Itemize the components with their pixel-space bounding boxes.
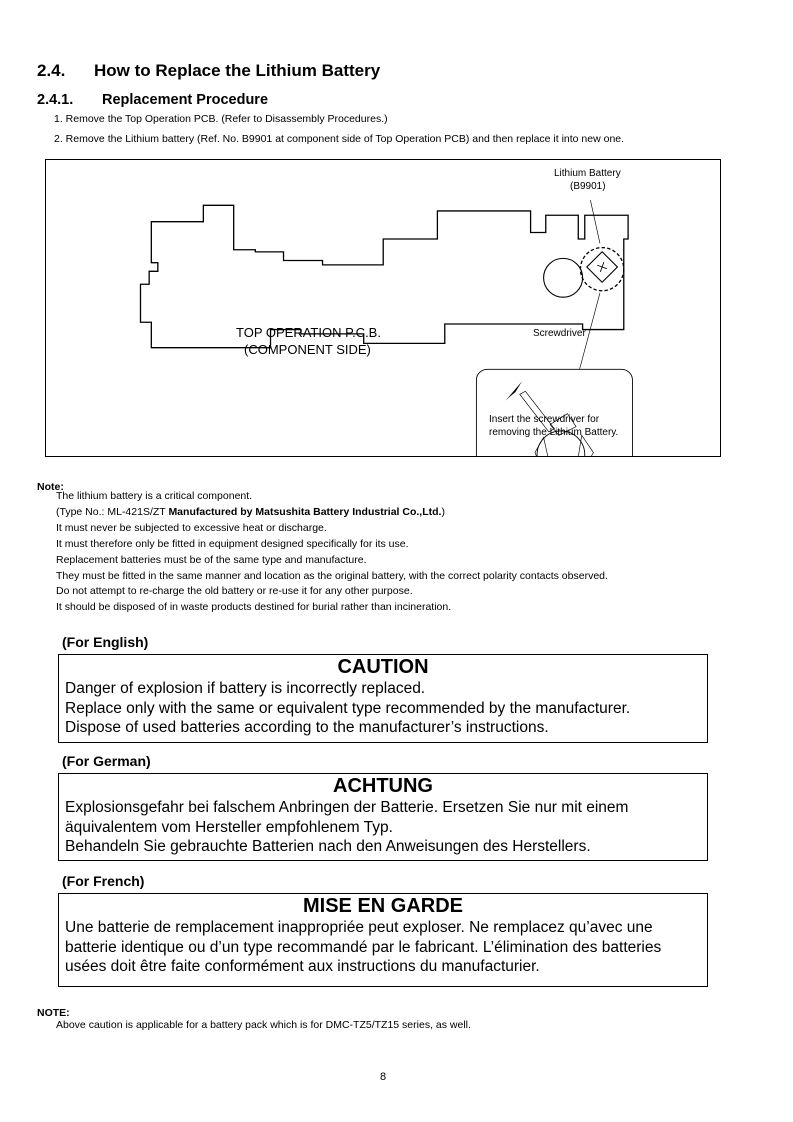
pcb-outline xyxy=(140,205,628,347)
type-number: (Type No.: ML-421S/ZT xyxy=(56,505,169,518)
caution-line: Replace only with the same or equivalent type recommended by the manufacturer. xyxy=(65,699,631,717)
caution-line: batterie identique ou d’un type recommandé par le fabricant. L’élimination des batteries xyxy=(65,938,662,956)
paren-close: ) xyxy=(441,505,445,518)
pcb-round-component xyxy=(544,258,583,297)
note-type-line xyxy=(56,505,608,521)
pcb-diagram xyxy=(45,159,721,457)
step-1: 1. Remove the Top Operation PCB. (Refer to Disassembly Procedures.) xyxy=(54,113,388,125)
subsection-number: 2.4.1. xyxy=(37,92,74,108)
note-line: It must therefore only be fitted in equipment designed specifically for its use. xyxy=(56,537,409,550)
inset-caption-line2: removing the Lithium Battery. xyxy=(489,427,619,438)
caution-line: Une batterie de remplacement inappropriée peut exploser. Ne remplacez qu’avec une xyxy=(65,919,653,936)
battery-label: Lithium Battery xyxy=(554,168,621,179)
note-line: It must never be subjected to excessive heat or discharge. xyxy=(56,521,327,534)
note-line: It should be disposed of in waste products destined for burial rather than incineration. xyxy=(56,601,452,614)
note-body xyxy=(56,489,608,616)
caution-lang-english: (For English) xyxy=(62,634,149,650)
caution-box-english xyxy=(58,654,708,743)
caution-line: Danger of explosion if battery is incorrectly replaced. xyxy=(65,680,426,697)
caution-title: CAUTION xyxy=(337,656,429,678)
caution-lang-german: (For German) xyxy=(62,753,151,769)
caution-line: äquivalentem vom Hersteller empfohlenem Typ. xyxy=(65,818,393,836)
note-line: Replacement batteries must be of the same type and manufacture. xyxy=(56,553,367,566)
screwdriver-label: Screwdriver xyxy=(533,328,586,339)
page-number: 8 xyxy=(380,1071,387,1083)
note-heading: Note: xyxy=(37,481,64,493)
caution-title: MISE EN GARDE xyxy=(302,895,464,917)
step-2: 2. Remove the Lithium battery (Ref. No. B9901 at component side of Top Operation PCB) and then replace it into new one. xyxy=(54,133,625,145)
footnote-text: Above caution is applicable for a battery pack which is for DMC-TZ5/TZ15 series, as well. xyxy=(56,1019,471,1031)
caution-line: Explosionsgefahr bei falschem Anbringen der Batterie. Ersetzen Sie nur mit einem xyxy=(65,799,629,816)
inset-caption-line1: Insert the screwdriver for xyxy=(489,414,600,425)
note-line: They must be fitted in the same manner and location as the original battery, with the correct polarity contacts observed. xyxy=(56,569,608,582)
caution-lang-french: (For French) xyxy=(62,873,145,889)
inset-box xyxy=(476,369,632,456)
subsection-title: Replacement Procedure xyxy=(102,92,269,108)
label-pointer xyxy=(590,200,600,243)
section-number: 2.4. xyxy=(37,61,66,80)
caution-line: usées doit être faite conformément aux instructions du manufacturier. xyxy=(65,958,540,975)
battery-highlight-circle xyxy=(580,248,623,291)
section-title: How to Replace the Lithium Battery xyxy=(94,61,381,80)
battery-ref: (B9901) xyxy=(570,181,606,192)
note-line: Do not attempt to re-charge the old battery or re-use it for any other purpose. xyxy=(56,585,413,598)
manufacturer: Manufactured by Matsushita Battery Industrial Co.,Ltd. xyxy=(168,505,442,518)
caution-line: Behandeln Sie gebrauchte Batterien nach den Anweisungen des Herstellers. xyxy=(65,838,591,855)
caution-box-french xyxy=(58,893,708,987)
pcb-label-line2: (COMPONENT SIDE) xyxy=(244,342,371,357)
caution-line: Dispose of used batteries according to the manufacturer’s instructions. xyxy=(65,719,549,736)
caution-title: ACHTUNG xyxy=(333,775,433,797)
note-line: The lithium battery is a critical component. xyxy=(56,490,253,502)
pcb-illustration xyxy=(46,160,720,456)
pcb-label-line1: TOP OPERATION P.C.B. xyxy=(236,325,381,340)
caution-box-german xyxy=(58,773,708,861)
footnote-heading: NOTE: xyxy=(37,1007,70,1019)
